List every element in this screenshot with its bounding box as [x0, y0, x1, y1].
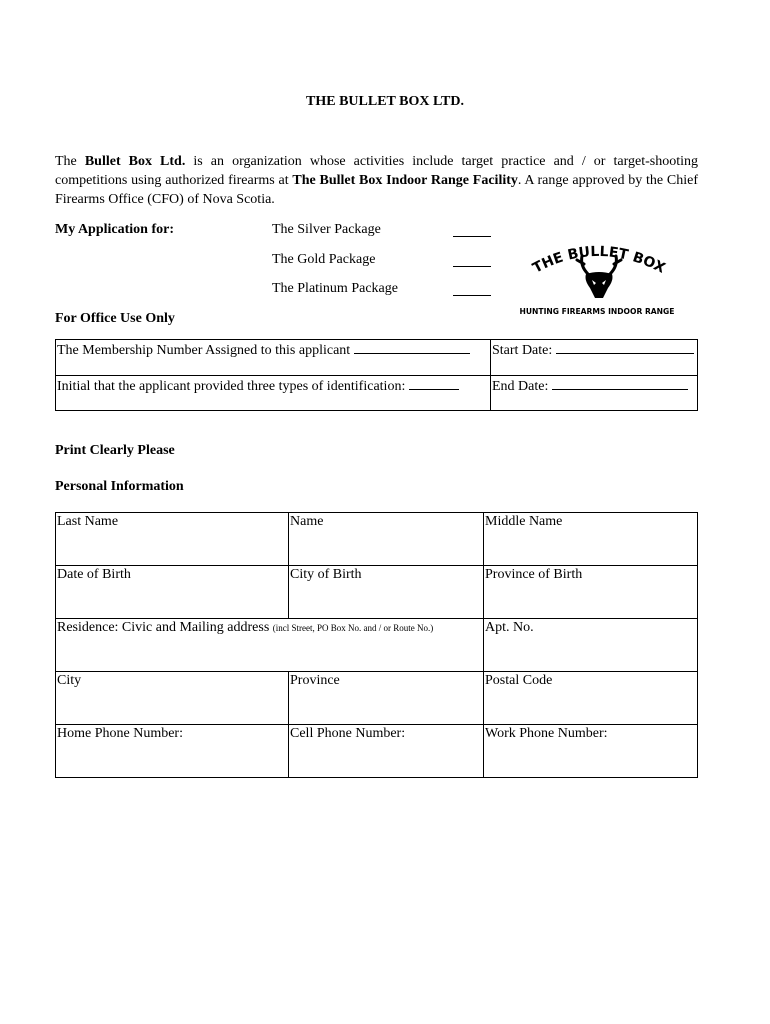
postal-code-cell[interactable]: Postal Code: [484, 672, 698, 725]
intro-text-1: The: [55, 154, 85, 169]
table-row: [56, 340, 698, 376]
application-label: My Application for:: [55, 222, 174, 237]
last-name-cell[interactable]: Last Name: [56, 513, 289, 566]
logo-top-text: THE BULLET BOX: [530, 243, 668, 277]
residence-address-label: Residence: Civic and Mailing address: [57, 620, 270, 635]
identification-initial-label: Initial that the applicant provided three types of identification:: [57, 379, 406, 394]
table-row: [56, 619, 698, 672]
personal-information-label: Personal Information: [55, 479, 184, 494]
svg-text:THE BULLET BOX: [530, 244, 668, 277]
residence-address-note: (incl Street, PO Box No. and / or Route No.): [272, 623, 434, 633]
city-of-birth-cell[interactable]: City of Birth: [289, 566, 484, 619]
package-silver-label: The Silver Package: [272, 222, 381, 237]
middle-name-cell[interactable]: Middle Name: [484, 513, 698, 566]
membership-number-cell[interactable]: [56, 340, 491, 376]
table-row: [56, 672, 698, 725]
bullet-box-logo: [514, 236, 680, 318]
end-date-cell[interactable]: [491, 376, 698, 411]
residence-address-cell[interactable]: [56, 619, 484, 672]
table-row: [56, 725, 698, 778]
membership-number-label: The Membership Number Assigned to this applicant: [57, 343, 351, 358]
logo-bottom-text: HUNTING FIREARMS INDOOR RANGE: [519, 307, 675, 316]
province-cell[interactable]: Province: [289, 672, 484, 725]
intro-text-2: is an organization whose activities include target practice and / or target-shooting competitions using authorized firearms at: [55, 154, 699, 188]
print-clearly-label: Print Clearly Please: [55, 443, 175, 458]
city-cell[interactable]: City: [56, 672, 289, 725]
end-date-label: End Date:: [492, 379, 549, 394]
table-row: [56, 376, 698, 411]
package-platinum-label: The Platinum Package: [272, 281, 398, 296]
package-gold-blank[interactable]: [453, 266, 491, 267]
name-cell[interactable]: Name: [289, 513, 484, 566]
personal-information-table: [55, 512, 698, 778]
package-gold-label: The Gold Package: [272, 252, 376, 267]
intro-bold-facility: The Bullet Box Indoor Range Facility: [292, 173, 518, 188]
package-silver-blank[interactable]: [453, 236, 491, 237]
apt-number-cell[interactable]: Apt. No.: [484, 619, 698, 672]
table-row: [56, 566, 698, 619]
date-of-birth-cell[interactable]: Date of Birth: [56, 566, 289, 619]
office-use-label: For Office Use Only: [55, 311, 175, 326]
start-date-label: Start Date:: [492, 343, 553, 358]
intro-text-3: . A range approved by the Chief Firearms Office (CFO) of Nova Scotia.: [55, 173, 698, 207]
home-phone-cell[interactable]: Home Phone Number:: [56, 725, 289, 778]
office-use-table: [55, 339, 698, 411]
package-platinum-blank[interactable]: [453, 295, 491, 296]
cell-phone-cell[interactable]: Cell Phone Number:: [289, 725, 484, 778]
intro-paragraph: [55, 152, 698, 209]
work-phone-cell[interactable]: Work Phone Number:: [484, 725, 698, 778]
table-row: [56, 513, 698, 566]
intro-bold-company: Bullet Box Ltd.: [84, 154, 186, 169]
document-title: THE BULLET BOX LTD.: [306, 94, 464, 109]
province-of-birth-cell[interactable]: Province of Birth: [484, 566, 698, 619]
start-date-cell[interactable]: [491, 340, 698, 376]
identification-initial-cell[interactable]: [56, 376, 491, 411]
